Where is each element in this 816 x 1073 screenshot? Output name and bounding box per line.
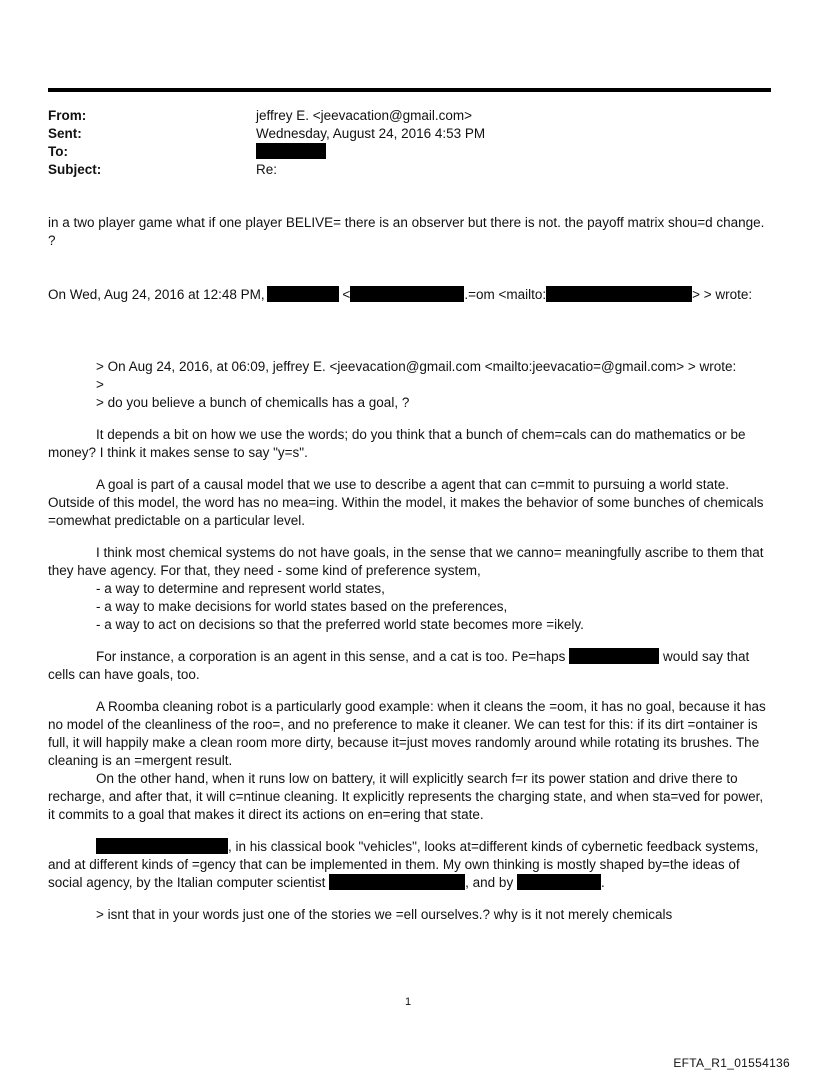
quoted-question: > isnt that in your words just one of the stories we =ell ourselves.? why is it not merely chemicals <box>96 907 673 922</box>
reply-text: in a two player game what if one player BELIVE= there is an observer but there is not. the payoff matrix shou=d change. ? <box>48 215 765 248</box>
redaction <box>329 874 465 890</box>
quoted-block <box>48 358 771 412</box>
redaction <box>267 286 339 302</box>
subject-row <box>48 161 771 179</box>
paragraph: On the other hand, when it runs low on battery, it will explicitly search f=r its power station and drive there to recharge, and after that, it will c=ntinue cleaning. It explicitly represents the charging state, and when sta=ved for power, it commits to a goal that makes it direct its actions on en=ering that state. <box>48 771 764 822</box>
email-header <box>48 107 771 179</box>
redaction <box>546 286 692 302</box>
paragraph: A Roomba cleaning robot is a particularly good example: when it cleans the =oom, it has no goal, because it has no model of the cleanliness of the roo=, and no preference to make it cleaner. We can test for this: if its dirt =ontainer is full, it will happily make a clean room more dirty, because it=just moves randomly around while rotating its brushes. The cleaning is an =mergent result. <box>48 699 766 768</box>
page-number: 1 <box>404 996 412 1008</box>
from-row <box>48 107 771 125</box>
redaction <box>569 648 659 664</box>
from-label: From: <box>48 108 87 123</box>
quote-attribution <box>48 286 771 304</box>
quoted-marker: > <box>96 377 104 392</box>
list-item: - a way to act on decisions so that the preferred world state becomes more =ikely. <box>96 617 584 632</box>
attribution-wrote: > > wrote: <box>692 287 753 302</box>
attribution-date: On Wed, Aug 24, 2016 at 12:48 PM, <box>48 287 265 302</box>
quoted-question: > do you believe a bunch of chemicalls has a goal, ? <box>96 395 410 410</box>
paragraph: For instance, a corporation is an agent in this sense, and a cat is too. Pe=haps would say that cells can have goals, too. <box>48 649 750 682</box>
email-body <box>48 214 771 924</box>
list-item: - a way to determine and represent world states, <box>96 581 385 596</box>
sent-value: Wednesday, August 24, 2016 4:53 PM <box>256 126 486 141</box>
header-rule <box>48 88 771 92</box>
sent-label: Sent: <box>48 126 82 141</box>
from-value: jeffrey E. <jeevacation@gmail.com> <box>256 108 473 123</box>
paragraph: A goal is part of a causal model that we use to describe a agent that can c=mmit to pursuing a world state. Outside of this model, the word has no mea=ing. Within the model, it makes the behavior of some bunches of chemicals =omewhat predictable on a particular level. <box>48 477 764 528</box>
bates-number: EFTA_R1_01554136 <box>673 1056 790 1070</box>
subject-value: Re: <box>256 162 278 177</box>
attribution-bracket: < <box>342 287 351 302</box>
subject-label: Subject: <box>48 162 102 177</box>
redaction <box>96 838 228 854</box>
attribution-mailto: .=om <mailto: <box>464 287 547 302</box>
to-redaction <box>256 143 326 159</box>
redaction <box>350 286 464 302</box>
paragraph: It depends a bit on how we use the words; do you think that a bunch of chem=cals can do mathematics or be money? I think it makes sense to say "y=s". <box>48 427 746 460</box>
list-item: - a way to make decisions for world states based on the preferences, <box>96 599 508 614</box>
list <box>48 580 771 634</box>
paragraph: , in his classical book "vehicles", looks at=different kinds of cybernetic feedback systems, and at different kinds of =gency that can be implemented in them. My own thinking is mostly shaped by=the ideas of social agency, by the Italian computer scientist , and by . <box>48 839 759 890</box>
paragraph: I think most chemical systems do not have goals, in the sense that we canno= meaningfully ascribe to them that they have agency. For that, they need - some kind of preference system, <box>48 545 764 578</box>
sent-row <box>48 125 771 143</box>
redaction <box>517 874 601 890</box>
to-row <box>48 143 771 161</box>
quoted-header: > On Aug 24, 2016, at 06:09, jeffrey E. <jeevacation@gmail.com <mailto:jeevacatio=@gmail.com> > wrote: <box>96 359 737 374</box>
to-label: To: <box>48 144 68 159</box>
